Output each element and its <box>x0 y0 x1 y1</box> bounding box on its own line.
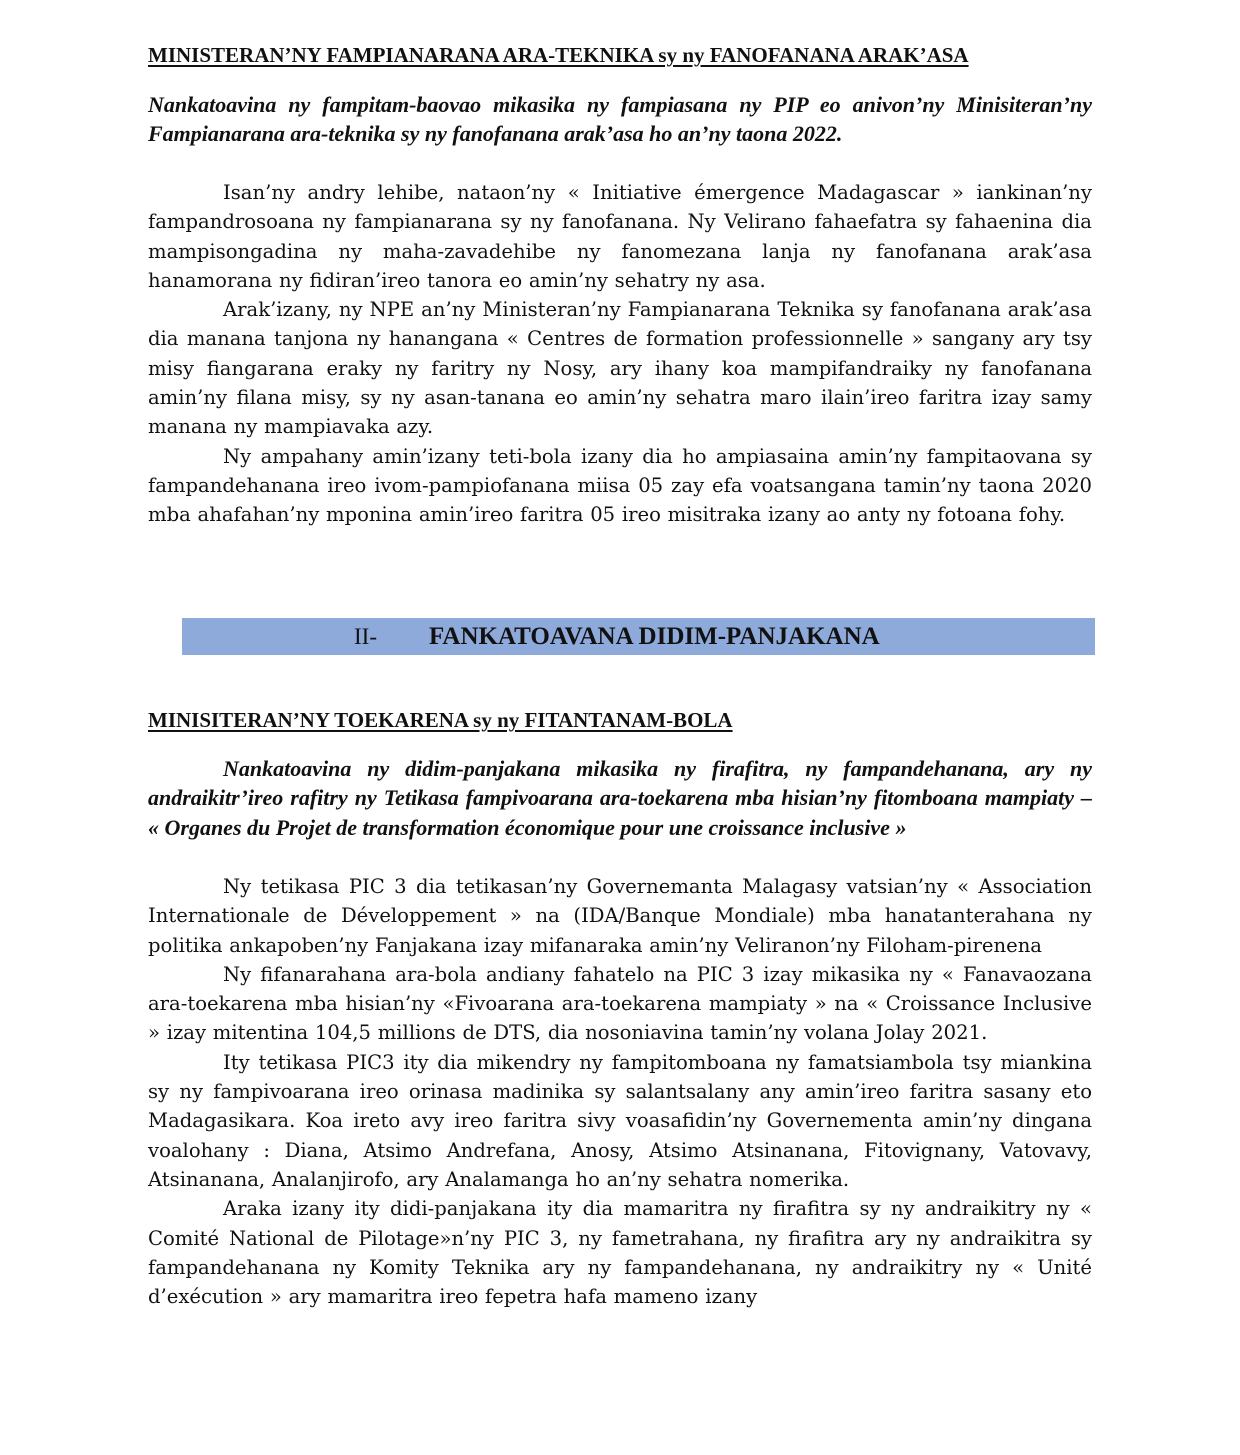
section1-lead: Nankatoavina ny fampitam-baovao mikasika ny fampiasana ny PIP eo anivon’ny Minisiteran’ny Fampianarana ara-teknika sy ny fanofanana arak’asa ho an’ny taona 2022. <box>148 92 1092 147</box>
banner-title: FANKATOAVANA DIDIM-PANJAKANA <box>429 623 880 650</box>
section2-body <box>148 872 1092 1311</box>
section2-heading: MINISITERAN’NY TOEKARENA sy ny FITANTANAM-BOLA <box>148 708 733 732</box>
section2-paragraph-4: Araka izany ity didi-panjakana ity dia mamaritra ny firafitra sy ny andraikitry ny « Comité National de Pilotage»n’ny PIC 3, ny fametrahana, ny firafitra ary ny andraikitra sy fampandehanana ny Komity Teknika ary ny fampandehanana, ny andraikitry ny « Unité d’exécution » ary mamaritra ireo fepetra hafa mameno izany <box>148 1197 1092 1309</box>
section2-paragraph-1: Ny tetikasa PIC 3 dia tetikasan’ny Governemanta Malagasy vatsian’ny « Association Internationale de Développement » na (IDA/Banque Mondiale) mba hanatanterahana ny politika ankapoben’ny Fanjakana izay mifanaraka amin’ny Veliranon’ny Filoham-pirenena <box>148 875 1092 957</box>
banner-number: II- <box>354 624 377 649</box>
section-banner <box>182 618 1095 655</box>
section1-paragraph-1: Isan’ny andry lehibe, nataon’ny « Initiative émergence Madagascar » iankinan’ny fampandrosoana ny fampianarana sy ny fanofanana. Ny Velirano fahaefatra sy fahaenina dia mampisongadina ny maha-zavadehibe ny fanomezana lanja ny fanofanana arak’asa hanamorana ny fidiran’ireo tanora eo amin’ny sehatry ny asa. <box>148 181 1092 292</box>
section1-body <box>148 178 1092 530</box>
section2-paragraph-2: Ny fifanarahana ara-bola andiany fahatelo na PIC 3 izay mikasika ny « Fanavaozana ara-toekarena mba hisian’ny «Fivoarana ara-toekarena mampiaty » na « Croissance Inclusive » izay mitentina 104,5 millions de DTS, dia nosoniavina tamin’ny volana Jolay 2021. <box>148 962 1092 1045</box>
section1-heading: MINISTERAN’NY FAMPIANARANA ARA-TEKNIKA sy ny FANOFANANA ARAK’ASA <box>148 43 969 67</box>
section1-paragraph-2: Arak’izany, ny NPE an’ny Ministeran’ny Fampianarana Teknika sy fanofanana arak’asa dia manana tanjona ny hanangana « Centres de formation professionnelle » sangany ary tsy misy fiangarana eraky ny faritry ny Nosy, ary ihany koa mampifandraiky ny fanofanana amin’ny filana misy, sy ny asan-tanana eo amin’ny sehatra maro ilain’ireo faritra izay samy manana ny mampiavaka azy. <box>148 298 1092 439</box>
section1-paragraph-3: Ny ampahany amin’izany teti-bola izany dia ho ampiasaina amin’ny fampitaovana sy fampandehanana ireo ivom-pampiofanana miisa 05 zay efa voatsangana tamin’ny taona 2020 mba ahafahan’ny mponina amin’ireo faritra 05 ireo misitraka izany ao anty ny fotoana fohy. <box>148 444 1092 527</box>
section2-paragraph-3: Ity tetikasa PIC3 ity dia mikendry ny fampitomboana ny famatsiambola tsy miankina sy ny fampivoarana ireo orinasa madinika sy salantsalany any amin’ireo faritra sasany eto Madagasikara. Koa ireto avy ireo faritra sivy voasafidin’ny Governementa amin’ny dingana voalohany : Diana, Atsimo Andrefana, Anosy, Atsimo Atsinanana, Fitovignany, Vatovavy, Atsinanana, Analanjirofo, ary Analamanga ho an’ny sehatra nomerika. <box>148 1050 1092 1191</box>
section2-lead: Nankatoavina ny didim-panjakana mikasika ny firafitra, ny fampandehanana, ary ny andraikitr’ireo rafitry ny Tetikasa fampivoarana ara-toekarena mba hisian’ny fitomboana mampiaty – « Organes du Projet de transformation économique pour une croissance inclusive » <box>148 756 1092 840</box>
